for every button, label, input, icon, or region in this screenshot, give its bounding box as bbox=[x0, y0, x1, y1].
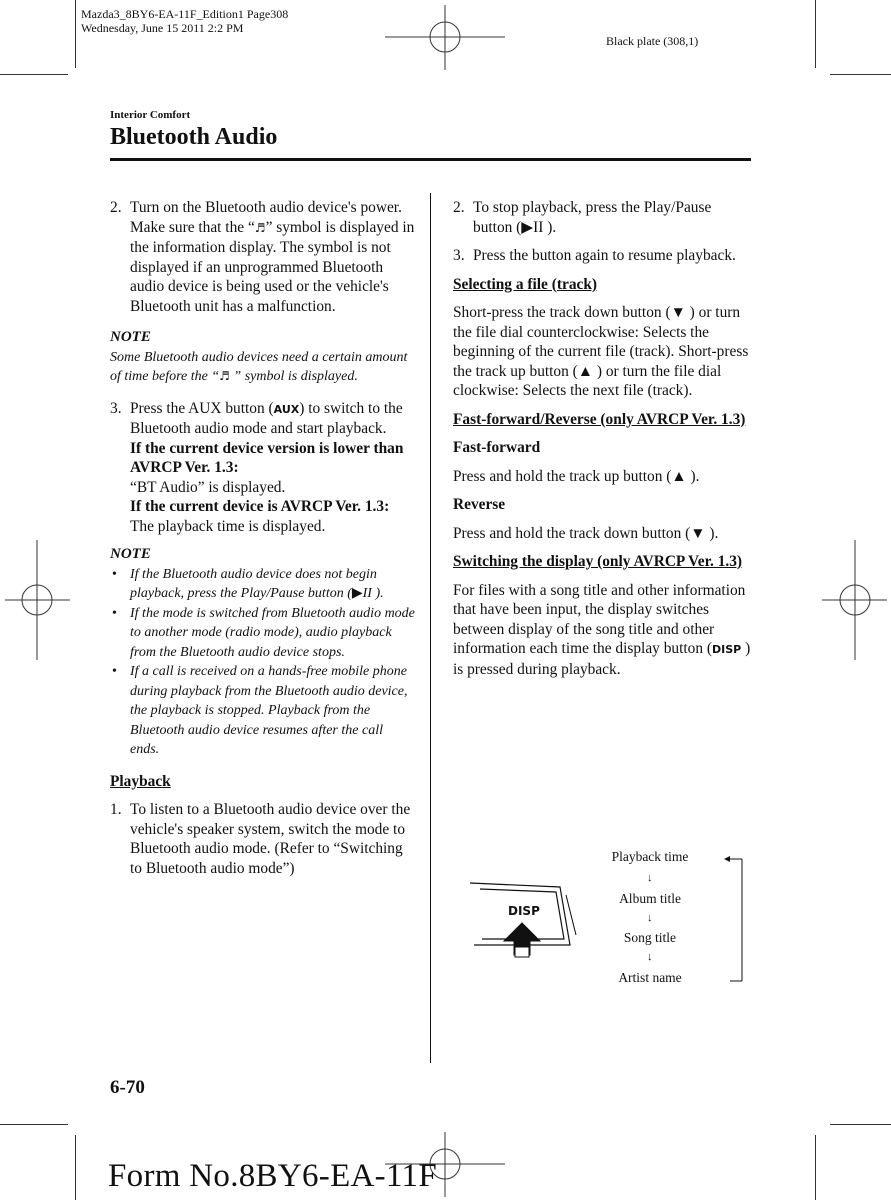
select-file-heading: Selecting a file (track) bbox=[453, 275, 598, 293]
step-number: 3. bbox=[110, 399, 122, 417]
title-rule bbox=[110, 158, 751, 161]
note-heading: NOTE bbox=[110, 329, 151, 345]
print-header-line2: Wednesday, June 15 2011 2:2 PM bbox=[81, 21, 244, 35]
loop-arrow bbox=[722, 849, 752, 989]
plate-label: Black plate (308,1) bbox=[606, 34, 699, 48]
condition-avrcp: If the current device is AVRCP Ver. 1.3: bbox=[130, 498, 390, 515]
step-text: Turn on the Bluetooth audio device's power. bbox=[130, 199, 402, 216]
note-bullet: • If the Bluetooth audio device does not begin playback, press the Play/Pause button (▶II ). bbox=[112, 566, 384, 601]
condition-lower: If the current device version is lower than AVRCP Ver. 1.3: bbox=[130, 439, 404, 476]
step-number: 2. bbox=[110, 199, 122, 216]
note-bullet: • If a call is received on a hands-free mobile phone during playback from the Bluetooth audio device, the playback is stopped. Playback from the Bluetooth audio device resumes after the call ends. bbox=[112, 664, 408, 757]
fast-forward-heading: Fast-forward bbox=[453, 439, 541, 456]
arrow-down-icon: ↓ bbox=[647, 872, 653, 884]
step-2-power bbox=[110, 198, 415, 316]
crop-mark bbox=[75, 1135, 76, 1200]
registration-mark-left bbox=[5, 540, 70, 660]
crop-mark bbox=[0, 1124, 68, 1125]
right-column bbox=[453, 198, 753, 679]
sequence-song-title: Song title bbox=[623, 930, 677, 945]
switch-display-text: For files with a song title and other information that have been input, the display switches between display of the song title and other information each time the display button (DISP ) is pressed during playback. bbox=[453, 581, 751, 678]
registration-mark-right bbox=[822, 540, 887, 660]
arrow-down-icon: ↓ bbox=[647, 912, 653, 924]
disp-button-illustration bbox=[460, 875, 590, 975]
note-heading: NOTE bbox=[110, 546, 151, 562]
aux-button-icon: AUX bbox=[273, 402, 300, 416]
note-text: Some Bluetooth audio devices need a certain amount of time before the “♬ ” symbol is displayed. bbox=[110, 349, 408, 384]
crop-mark bbox=[815, 1135, 816, 1200]
form-number: Form No.8BY6-EA-11F bbox=[108, 1158, 437, 1194]
step-text: To listen to a Bluetooth audio device over the vehicle's speaker system, switch the mode to Bluetooth audio mode. (Refer to “Switching to Bluetooth audio mode”) bbox=[130, 801, 411, 877]
crop-mark bbox=[830, 1124, 891, 1125]
fast-forward-text: Press and hold the track up button (▲ ). bbox=[453, 467, 700, 485]
step-number: 1. bbox=[110, 801, 122, 818]
crop-mark bbox=[830, 74, 891, 75]
step-text: To stop playback, press the Play/Pause button (▶II ). bbox=[473, 199, 712, 236]
step-text: Press the button again to resume playback. bbox=[473, 247, 736, 264]
step-number: 3. bbox=[453, 247, 465, 264]
ff-reverse-heading: Fast-forward/Reverse (only AVRCP Ver. 1.3) bbox=[453, 410, 746, 428]
page-number: 6-70 bbox=[110, 1077, 145, 1098]
arrow-down-icon: ↓ bbox=[647, 951, 653, 963]
sequence-album-title: Album title bbox=[619, 891, 681, 906]
disp-button-label: DISP bbox=[508, 904, 540, 918]
print-header bbox=[81, 7, 288, 35]
sequence-playback-time: Playback time bbox=[611, 849, 689, 864]
result-lower: “BT Audio” is displayed. bbox=[130, 478, 286, 496]
crop-mark bbox=[0, 74, 68, 75]
reverse-heading: Reverse bbox=[453, 496, 506, 513]
step-number: 2. bbox=[453, 199, 465, 216]
music-note-icon: ♬ bbox=[219, 369, 230, 383]
result-avrcp: The playback time is displayed. bbox=[130, 517, 326, 535]
page-title: Bluetooth Audio bbox=[110, 124, 278, 150]
switch-display-heading: Switching the display (only AVRCP Ver. 1.3) bbox=[453, 553, 743, 570]
music-note-icon: ♬ bbox=[254, 220, 266, 235]
sequence-artist-name: Artist name bbox=[618, 970, 682, 985]
column-divider bbox=[430, 193, 431, 1063]
step-1-listen bbox=[110, 800, 415, 878]
select-file-text: Short-press the track down button (▼ ) or turn the file dial counterclockwise: Selects the beginning of the current file (track). Short-press the track up button (▲ ) or turn the file dial clockwise: Selects the next file (track). bbox=[453, 304, 749, 399]
note-bullet: • If the mode is switched from Bluetooth audio mode to another mode (radio mode), audio playback from the Bluetooth audio device stops. bbox=[112, 605, 415, 660]
section-label: Interior Comfort bbox=[110, 109, 191, 121]
reverse-text: Press and hold the track down button (▼ ). bbox=[453, 524, 719, 542]
registration-mark-top bbox=[385, 5, 505, 70]
step-3-resume bbox=[453, 246, 753, 266]
crop-mark bbox=[815, 0, 816, 68]
playback-heading: Playback bbox=[110, 772, 171, 790]
print-header-line1: Mazda3_8BY6-EA-11F_Edition1 Page308 bbox=[81, 7, 289, 21]
disp-diagram bbox=[460, 845, 760, 995]
left-column bbox=[110, 198, 415, 878]
step-2-stop bbox=[453, 198, 753, 237]
step-3-aux bbox=[110, 399, 415, 537]
step-text: Press the AUX button (AUX) to switch to the Bluetooth audio mode and start playback. bbox=[130, 399, 403, 437]
disp-button-icon: DISP bbox=[712, 643, 742, 656]
crop-mark bbox=[75, 0, 76, 68]
step-detail: Make sure that the “♬” symbol is displayed in the information display. The symbol is not displayed if an unprogrammed Bluetooth audio device is being used or the vehicle's Bluetooth unit has a malfunction. bbox=[130, 218, 415, 315]
